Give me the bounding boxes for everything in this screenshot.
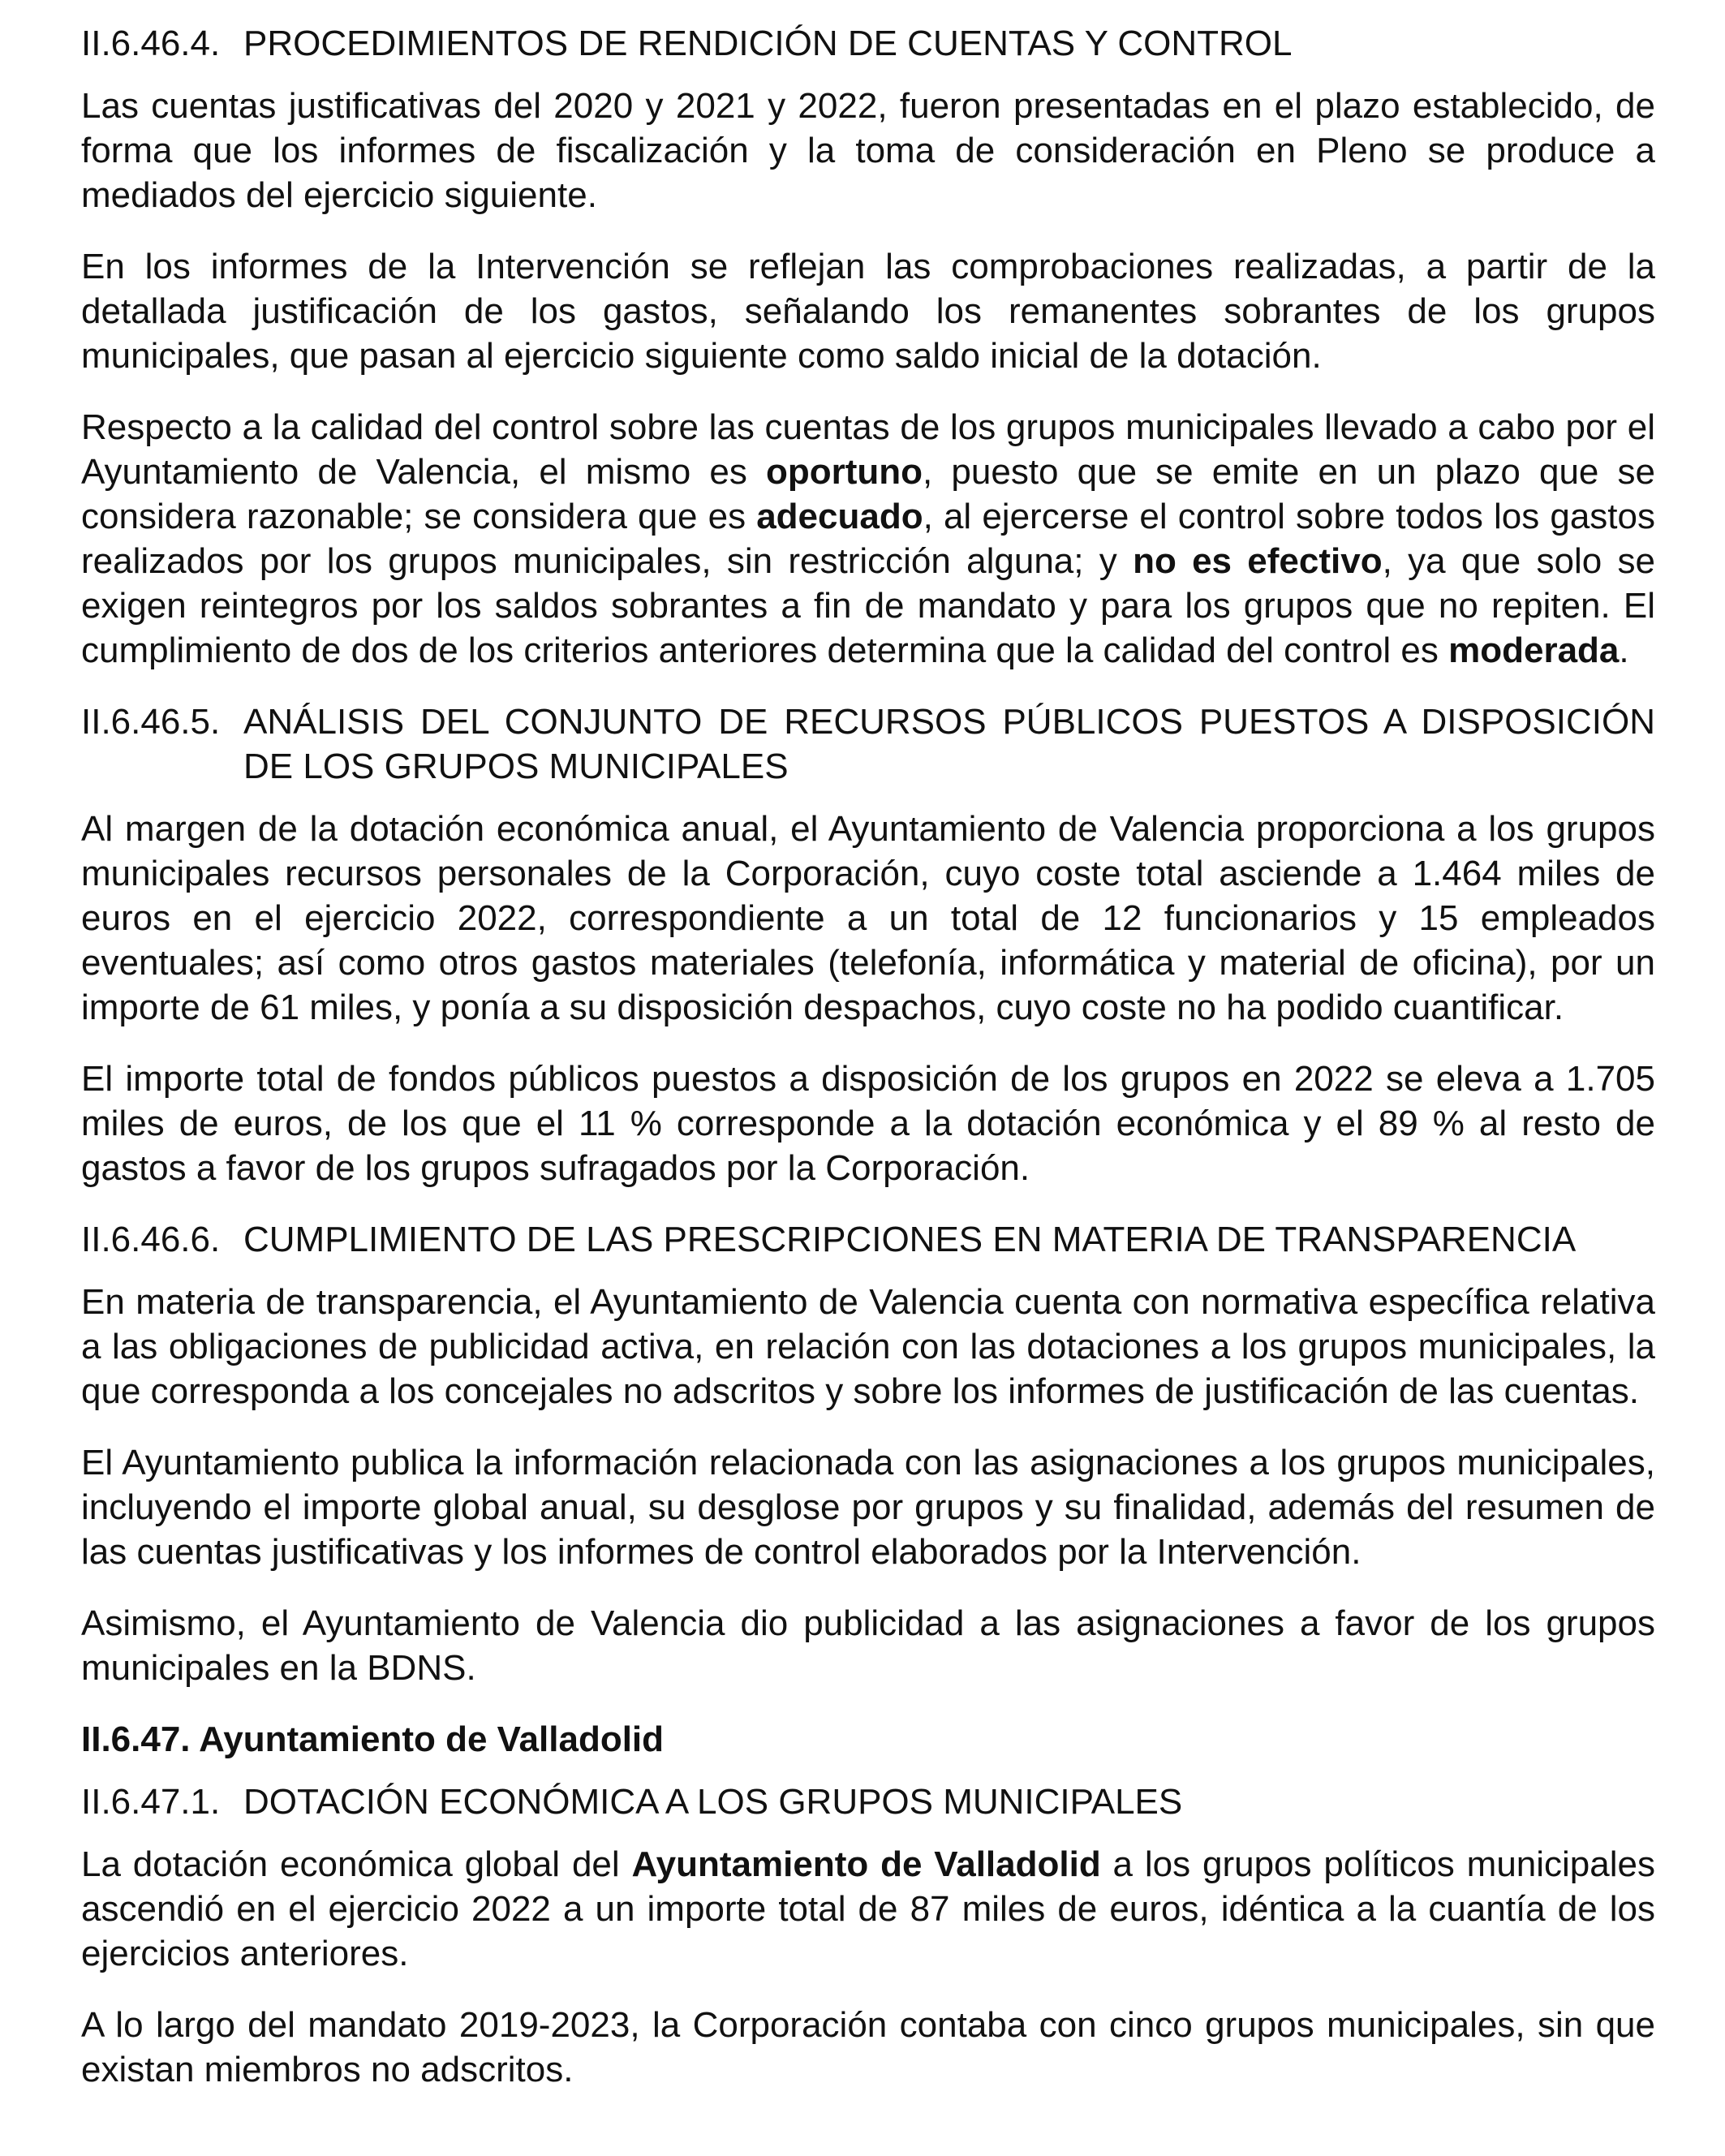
paragraph-calidad-control xyxy=(81,405,1655,673)
paragraph-publicacion-informacion: El Ayuntamiento publica la información relacionada con las asignaciones a los grupos municipales, incluyendo el importe global anual, su desglose por grupos y su finalidad, además del resumen de las cuentas justificativas y los informes de control elaborados por la Intervención. xyxy=(81,1443,1655,1572)
section-number: II.6.47.1. xyxy=(81,1782,221,1822)
section-number: II.6.46.5. xyxy=(81,702,221,742)
bold-moderada: moderada xyxy=(1448,630,1620,670)
text-run: . xyxy=(1619,630,1629,670)
section-heading-ii-6-46-4 xyxy=(81,21,1655,66)
section-number: II.6.46.4. xyxy=(81,24,221,63)
section-number: II.6.46.6. xyxy=(81,1220,221,1259)
text-run: , al ejercerse el control sobre todos los gastos realizados por los grupos municipales, sin restricción alguna; y xyxy=(81,497,1655,581)
section-title: DOTACIÓN ECONÓMICA A LOS GRUPOS MUNICIPALES xyxy=(243,1782,1183,1822)
paragraph-recursos-personales: Al margen de la dotación económica anual, el Ayuntamiento de Valencia proporciona a los grupos municipales recursos personales de la Corporación, cuyo coste total asciende a 1.464 miles de euros en el ejercicio 2022, correspondiente a un total de 12 funcionarios y 15 empleados eventuales; así como otros gastos materiales (telefonía, informática y material de oficina), por un importe de 61 miles, y ponía a su disposición despachos, cuyo coste no ha podido cuantificar. xyxy=(81,809,1655,1027)
text-run: La dotación económica global del xyxy=(81,1844,632,1884)
section-heading-ii-6-46-6 xyxy=(81,1217,1655,1262)
text-run: , puesto que se emite en un plazo que se considera razonable; se considera que es xyxy=(81,452,1655,536)
text-run: a los grupos políticos municipales ascendió en el ejercicio 2022 a un importe total de 87 miles de euros, idéntica a la cuantía de los ejercicios anteriores. xyxy=(81,1844,1655,1973)
paragraph-publicidad-bdns: Asimismo, el Ayuntamiento de Valencia dio publicidad a las asignaciones a favor de los grupos municipales en la BDNS. xyxy=(81,1603,1655,1688)
bold-oportuno: oportuno xyxy=(766,452,923,492)
section-heading-ii-6-47-1 xyxy=(81,1779,1655,1824)
paragraph-informes-intervencion: En los informes de la Intervención se reflejan las comprobaciones realizadas, a partir de la detallada justificación de los gastos, señalando los remanentes sobrantes de los grupos municipales, que pasan al ejercicio siguiente como saldo inicial de la dotación. xyxy=(81,247,1655,376)
bold-adecuado: adecuado xyxy=(756,497,923,536)
paragraph-mandato-grupos: A lo largo del mandato 2019-2023, la Corporación contaba con cinco grupos municipales, sin que existan miembros no adscritos. xyxy=(81,2005,1655,2089)
text-run: Respecto a la calidad del control sobre las cuentas de los grupos municipales llevado a cabo por el Ayuntamiento de Valencia, el mismo es xyxy=(81,407,1655,492)
paragraph-normativa-transparencia: En materia de transparencia, el Ayuntamiento de Valencia cuenta con normativa específica relativa a las obligaciones de publicidad activa, en relación con las dotaciones a los grupos municipales, la que corresponda a los concejales no adscritos y sobre los informes de justificación de las cuentas. xyxy=(81,1282,1655,1411)
text-run: , ya que solo se exigen reintegros por los saldos sobrantes a fin de mandato y para los grupos que no repiten. El cumplimiento de dos de los criterios anteriores determina que la calidad del control es xyxy=(81,541,1656,670)
section-title: PROCEDIMIENTOS DE RENDICIÓN DE CUENTAS Y CONTROL xyxy=(243,24,1293,63)
section-title: ANÁLISIS DEL CONJUNTO DE RECURSOS PÚBLICOS PUESTOS A DISPOSICIÓN DE LOS GRUPOS MUNICIPALES xyxy=(243,702,1655,786)
paragraph-importe-total-fondos: El importe total de fondos públicos puestos a disposición de los grupos en 2022 se eleva a 1.705 miles de euros, de los que el 11 % corresponde a la dotación económica y el 89 % al resto de gastos a favor de los grupos sufragados por la Corporación. xyxy=(81,1059,1655,1188)
section-title: CUMPLIMIENTO DE LAS PRESCRIPCIONES EN MATERIA DE TRANSPARENCIA xyxy=(243,1220,1577,1259)
document-page xyxy=(81,21,1655,2119)
bold-no-es-efectivo: no es efectivo xyxy=(1133,541,1383,581)
paragraph-dotacion-valladolid xyxy=(81,1842,1655,1976)
paragraph-cuentas-justificativas: Las cuentas justificativas del 2020 y 2021 y 2022, fueron presentadas en el plazo establecido, de forma que los informes de fiscalización y la toma de consideración en Pleno se produce a mediados del ejercicio siguiente. xyxy=(81,86,1655,215)
section-heading-ii-6-46-5 xyxy=(81,699,1655,789)
section-heading-ii-6-47: II.6.47. Ayuntamiento de Valladolid xyxy=(81,1719,665,1759)
bold-ayuntamiento-valladolid: Ayuntamiento de Valladolid xyxy=(631,1844,1101,1884)
